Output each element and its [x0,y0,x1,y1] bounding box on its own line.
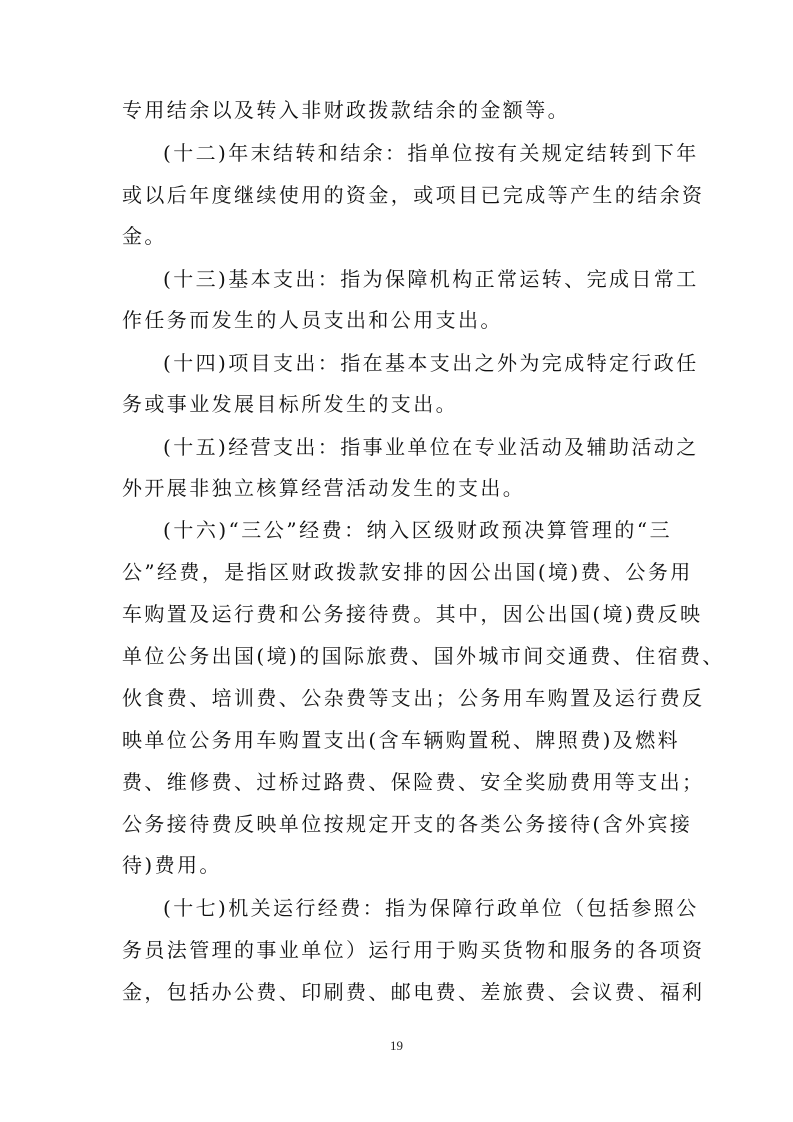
text-line: 金，包括办公费、印刷费、邮电费、差旅费、会议费、福利 [122,980,705,1004]
text-line: 作任务而发生的人员支出和公用支出。 [122,308,503,332]
text-line: 金。 [122,224,167,248]
text-line: 映单位公务用车购置支出(含车辆购置税、牌照费)及燃料 [122,728,681,752]
text-line: 单位公务出国(境)的国际旅费、国外城市间交通费、住宿费、 [122,644,725,668]
text-line: 待)费用。 [122,853,222,877]
text-line: 或以后年度继续使用的资金，或项目已完成等产生的结余资 [122,183,705,207]
text-line: 务或事业发展目标所发生的支出。 [122,392,458,416]
text-line: (十四)项目支出：指在基本支出之外为完成特定行政任 [163,351,699,375]
text-line: (十七)机关运行经费：指为保障行政单位（包括参照公 [163,896,699,920]
text-line: (十二)年末结转和结余：指单位按有关规定结转到下年 [163,141,699,165]
text-line: 专用结余以及转入非财政拨款结余的金额等。 [122,98,570,122]
text-line: 公务接待费反映单位按规定开支的各类公务接待(含外宾接 [122,812,693,836]
text-line: 费、维修费、过桥过路费、保险费、安全奖励费用等支出； [122,770,705,794]
text-line: (十五)经营支出：指事业单位在专业活动及辅助活动之 [163,435,699,459]
text-line: 务员法管理的事业单位）运行用于购买货物和服务的各项资 [122,938,705,962]
page-number: 19 [390,1038,403,1053]
text-line: 公”经费，是指区财政拨款安排的因公出国(境)费、公务用 [122,560,693,584]
text-line: (十六)“三公”经费：纳入区级财政预决算管理的“三 [163,518,672,542]
text-line: 伙食费、培训费、公杂费等支出；公务用车购置及运行费反 [122,686,705,710]
text-line: 外开展非独立核算经营活动发生的支出。 [122,476,526,500]
text-line: (十三)基本支出：指为保障机构正常运转、完成日常工 [163,267,699,291]
text-line: 车购置及运行费和公务接待费。其中，因公出国(境)费反映 [122,602,703,626]
